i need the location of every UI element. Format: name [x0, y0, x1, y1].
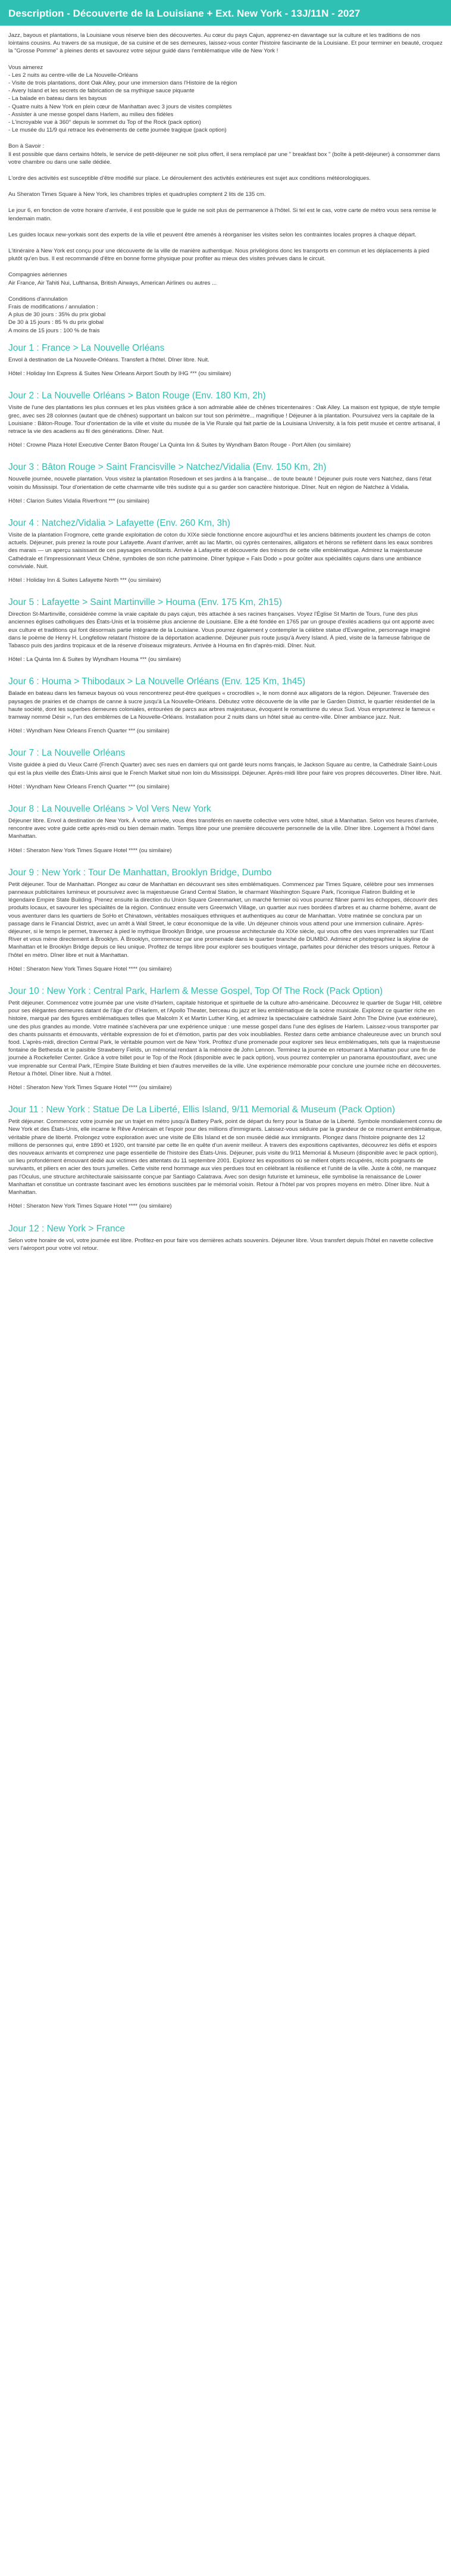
day-title: Jour 1 : France > La Nouvelle Orléans: [8, 342, 165, 353]
day-title: Jour 4 : Natchez/Vidalia > Lafayette (Env. 260 Km, 3h): [8, 517, 230, 528]
day-block: [8, 518, 443, 584]
page-title: Description - Découverte de la Louisiane + Ext. New York - 13J/11N - 2027: [0, 0, 451, 26]
note-itinerary: L'itinéraire à New York est conçu pour une découverte de la ville de manière authentique. Nous privilégions donc les transports en commun et les déplacements à pied plutôt qu'en bus. Il est recommandé d'être en bonne forme physique pour profiter au mieux des visites prévues dans le circuit.: [8, 248, 430, 263]
day-description: Visite de la plantation Frogmore, cette grande exploitation de coton du XIXe siècle fonctionne encore aujourd'hui et les anciens bâtiments jouxtent les champs de coton actuels. Déjeuner, puis prenez la route pour Lafayette. Avant d'arriver, arrêt au lac Martin, où cyprès centenaires, alligators et hérons se reflètent dans les eaux sombres des marais — un aperçu saisissant de ces paysages envoûtants. Arrivée à Lafayette et découverte des trésors de cette ville emblématique. Admirez la majestueuse Cathédrale et l'impressionnant Vieux Chêne, symboles de son riche patrimoine. Dîner typique « Fais Dodo » pour goûter aux spécialités cajuns dans une ambiance conviviale. Nuit.: [8, 531, 433, 570]
day-description: Envol à destination de La Nouvelle-Orléans. Transfert à l'hôtel. Dîner libre. Nuit.: [8, 356, 209, 363]
airlines-section: Compagnies aériennes Air France, Air Tahiti Nui, Lufthansa, British Airways, American Airlines ou autres ...: [8, 272, 217, 286]
day-hotel: Hôtel : Sheraton New York Times Square Hotel **** (ou similaire): [8, 965, 172, 972]
day-block: [8, 343, 443, 378]
day-description: Petit déjeuner. Commencez votre journée par une visite d'Harlem, capitale historique et spirituelle de la culture afro-américaine. Découvrez le quartier de Sugar Hill, célèbre pour ses élégantes demeures datant de l'âge d'or d'Harlem, et l'Apollo Theater, berceau du jazz et lieu emblématique de la scène musicale. Explorez ce quartier riche en histoire, marqué par des figures emblématiques telles que Malcolm X et Martin Luther King, et admirez la spectaculaire cathédrale Saint John The Divine (vue extérieure), une des plus grandes au monde. Votre matinée s'achèvera par une expérience unique : une messe gospel dans l'une des églises de Harlem. Laissez-vous transporter par des chants puissants et émouvants, véritable expression de foi et d'émotion, partis par des voix inoubliables. Restez dans cette ambiance chaleureuse avec un brunch soul food. L'après-midi, direction Central Park, le véritable poumon vert de New York. Profitez d'une promenade pour explorer ses lieux emblématiques, tels que la majestueuse fontaine de Bethesda et le paisible Strawberry Fields, un mémorial rendant à la mémoire de John Lennon. Terminez la journée en retournant à Manhattan pour une fin de journée à Rockefeller Center. Grâce à votre billet pour le Top of the Rock (disponible avec le pack option), vous pourrez contempler un panorama époustouflant, avec une vue imprenable sur Central Park, l'Empire State Building et bien d'autres merveilles de la ville. Une expérience mémorable pour conclure une journée riche en découvertes. Retour à l'hôtel. Dîner libre. Nuit à l'hôtel.: [8, 1000, 442, 1077]
day-block: [8, 748, 443, 791]
day-block: [8, 804, 443, 854]
day-title: Jour 3 : Bâton Rouge > Saint Francisville > Natchez/Vidalia (Env. 150 Km, 2h): [8, 462, 327, 473]
day-block: [8, 391, 443, 449]
day-hotel: Hôtel : Holiday Inn Express & Suites New Orleans Airport South by IHG *** (ou similaire): [8, 370, 231, 378]
day-description: Selon votre horaire de vol, votre journée est libre. Profitez-en pour faire vos dernières achats souvenirs. Déjeuner libre. Vous transfert depuis l'hôtel en navette collective vers l'aéroport pour votre vol retour.: [8, 1237, 434, 1252]
day-description: Petit déjeuner. Commencez votre journée par un trajet en métro jusqu'à Battery Park, point de départ du ferry pour la Statue de la Liberté. Symbole mondialement connu de New York et des États-Unis, elle incarne le Rêve Américain et l'espoir pour des millions d'immigrants. Laissez-vous séduire par la grandeur de ce monument emblématique, véritable phare de liberté. Prolongez votre exploration avec une visite de Ellis Island et de son musée dédié aux immigrants. Plongez dans l'histoire poignante des 12 millions de personnes qui, entre 1890 et 1920, ont transité par cette île en quête d'un avenir meilleur. À travers des expositions captivantes, découvrez les défis et espoirs des nouveaux arrivants et comprenez une page essentielle de l'histoire des États-Unis. Déjeuner, puis visite du 9/11 Memorial & Museum (disponible avec le pack option), un lieu profondément émouvant dédié aux victimes des attentats du 11 septembre 2001. Explorez les expositions où se mêlent objets récupérés, récits poignants de survivants, et piliers en acier des tours jumelles. Cette visite rend hommage aux vies perdues tout en célébrant la résilience et l'unité de la ville. Juste à côté, ne manquez pas l'Oculus, une structure architecturale saisissante conçue par Santiago Calatrava. Avec son design futuriste et lumineux, elle symbolise la renaissance de Lower Manhattan et constitue un contraste fascinant avec les émotions suscitées par le mémorial voisin. Retour à l'hôtel par vos propres moyens en métro. Dîner libre. Nuit à Manhattan.: [8, 1118, 443, 1196]
note-rooms: Au Sheraton Times Square à New York, les chambres triples et quadruples comptent 2 lits de 135 cm.: [8, 191, 266, 198]
day-description: Direction St-Martinville, considérée comme la vraie capitale du pays cajun, très attachée à ses racines françaises. Voyez l'Église St Martin de Tours, l'une des plus anciennes églises catholiques des États-Unis et la troisième plus ancienne de Louisiane. Elle a été fondée en 1765 par un groupe d'exilés acadiens qui ont apporté avec eux culture et traditions qui font désormais partie intégrante de la Louisiane. Vous pourrez également y contempler la célèbre statue d'Evangeline, personnage imaginé dans le poème de Henry H. Longfellow relatant l'histoire de la déportation acadienne. Déjeuner puis route jusqu'à Avery Island. À pied, visite de la fameuse fabrique de Tabasco puis des jardins tropicaux et de la réserve d'oiseaux migrateurs. Arrivée à Houma en fin d'après-midi. Dîner. Nuit.: [8, 611, 434, 649]
day-description: Petit déjeuner. Tour de Manhattan. Plongez au cœur de Manhattan en découvrant ses sites emblématiques. Commencez par Times Square, célèbre pour ses immenses panneaux publicitaires lumineux et poursuivez avec la majestueuse Grand Central Station, le charmant Washington Square Park, l'iconique Flatiron Building et le légendaire Empire State Building. Prenez ensuite la direction du Union Square Greenmarket, un marché fermier où vous pourrez flâner parmi les échoppes, découvrir des produits locaux, et savourer les spécialités de la région. Continuez ensuite vers Greenwich Village, un quartier aux rues bordées d'arbres et au charme bohème, avant de vous aventurer dans les quartiers de SoHo et Chinatown, véritables mosaïques ethniques et authentiques au cœur de Manhattan. Votre matinée se conclura par un passage dans le Financial District, avec un arrêt à Wall Street, le cœur économique de la ville. Un déjeuner chinois vous attend pour une immersion culinaire. Après-déjeuner, si le temps le permet, traversez à pied le mythique Brooklyn Bridge, une prouesse architecturale du XIXe siècle, qui vous offre des vues imprenables sur l'East River et vous mène directement à Brooklyn. À Brooklyn, commencez par une promenade dans le quartier branché de DUMBO. Admirez et photographiez la skyline de Manhattan et le Brooklyn Bridge depuis ce lieu unique. Profitez de temps libre pour explorer ses boutiques vintage, parfaites pour dénicher des trésors uniques. Retour à l'hôtel en métro. Dîner libre et nuit à Manhattan.: [8, 881, 438, 959]
day-description: Balade en bateau dans les fameux bayous où vous rencontrerez peut-être quelques « crocrodiles », le nom donné aux alligators de la région. Déjeuner. Traversée des paysages de prairies et de champs de canne à sucre jusqu'à La Nouvelle-Orléans. Débutez votre découverte de la ville par le Garden District, le quartier résidentiel de la haute société, dont les superbes demeures coloniales, entourées de parcs aux arbres majestueux, évoquent le romantisme du vieux Sud. Vous emprunterez le fameux « tramway nommé Désir », l'un des emblèmes de La Nouvelle-Orléans. Installation pour 2 nuits dans un hôtel situé au centre-ville. Dîner ambiance jazz. Nuit.: [8, 690, 436, 721]
day-title: Jour 8 : La Nouvelle Orléans > Vol Vers New York: [8, 803, 211, 814]
day-hotel: Hôtel : Holiday Inn & Suites Lafayette North *** (ou similaire): [8, 576, 161, 584]
day-hotel: Hôtel : Clarion Suites Vidalia Riverfront *** (ou similaire): [8, 497, 150, 504]
main-content: [0, 26, 451, 1277]
day-title: Jour 7 : La Nouvelle Orléans: [8, 748, 126, 759]
intro-paragraph: Jazz, bayous et plantations, la Louisiane vous réserve bien des découvertes. Au cœur du pays Cajun, apprenez-en davantage sur la culture et les traditions de nos lointains cousins. Au travers de sa musique, de sa cuisine et de ses demeures, laissez-vous conter l'histoire fascinante de la Louisiane. Et pour terminer en beauté, croquez la "Grosse Pomme" à pleines dents et savourez votre séjour guidé dans l'emblématique ville de New York !: [8, 32, 443, 55]
note-local-guides: Les guides locaux new-yorkais sont des experts de la ville et peuvent être amenés à réorganiser les visites selon les contraintes locales propres à chaque départ.: [8, 231, 416, 238]
day-hotel: Hôtel : Wyndham New Orleans French Quarter *** (ou similaire): [8, 728, 170, 735]
day-hotel: Hôtel : Wyndham New Orleans French Quarter *** (ou similaire): [8, 783, 170, 790]
day-title: Jour 5 : Lafayette > Saint Martinville > Houma (Env. 175 Km, 2h15): [8, 597, 282, 608]
day-block: [8, 868, 443, 973]
day-title: Jour 12 : New York > France: [8, 1223, 126, 1234]
day-hotel: Hôtel : La Quinta Inn & Suites by Wyndham Houma *** (ou similaire): [8, 656, 181, 663]
note-day6-guide: Le jour 6, en fonction de votre horaire d'arrivée, il est possible que le guide ne soit plus de permanence à l'hôtel. Si tel est le cas, votre carte de métro vous sera remise le lendemain matin.: [8, 207, 437, 222]
day-block: [8, 676, 443, 735]
day-title: Jour 10 : New York : Central Park, Harlem & Messe Gospel, Top Of The Rock (Pack Option): [8, 986, 383, 997]
day-title: Jour 9 : New York : Tour De Manhattan, Brooklyn Bridge, Dumbo: [8, 867, 272, 878]
day-block: [8, 986, 443, 1091]
day-block: [8, 462, 443, 505]
highlights-list: Vous aimerez - Les 2 nuits au centre-ville de La Nouvelle-Orléans - Visite de trois plantations, dont Oak Alley, pour une immersion dans l'Histoire de la région - Avery Island et les secrets de fabrication de sa mythique sauce piquante - La balade en bateau dans les bayous - Quatre nuits à New York en plein cœur de Manhattan avec 3 jours de visites complètes - Assister à une messe gospel dans Harlem, au milieu des fidèles - L'incroyable vue à 360° depuis le sommet du Top of the Rock (pack option) - Le musée du 11/9 qui retrace les événements de cette journée tragique (pack option): [8, 64, 237, 134]
cancellation-conditions: Conditions d'annulation Frais de modifications / annulation : A plus de 30 jours : 35% du prix global De 30 à 15 jours : 85 % du prix global A moins de 15 jours : 100 % de frais: [8, 295, 106, 334]
day-title: Jour 6 : Houma > Thibodaux > La Nouvelle Orléans (Env. 125 Km, 1h45): [8, 676, 306, 687]
day-hotel: Hôtel : Crowne Plaza Hotel Executive Center Baton Rouge/ La Quinta Inn & Suites by Wyndham Baton Rouge - Port Allen (ou similaire): [8, 442, 351, 449]
day-block: [8, 597, 443, 663]
day-block: [8, 1224, 443, 1252]
day-description: Visite de l'une des plantations les plus connues et les plus visitées grâce à son admirable allée de chênes tricentenaires : Oak Alley. La maison est typique, de style temple grec, avec ses 28 colonnes (autant que de chênes) supportant un balcon sur tout son périmètre... magnifique ! Déjeuner à la plantation. Poursuivez vers la capitale de la Louisiane : Bâton-Rouge. Tour d'orientation de la ville et visite du musée de la Vie Rurale qui fait partie de la Louisiana University, à la fois petit musée et centre artisanal, il retrace la vie des acadiens au fil des générations. Dîner. Nuit.: [8, 404, 440, 435]
note-activity-order: L'ordre des activités est susceptible d'être modifié sur place. Le déroulement des activités extérieures est sujet aux conditions météorologiques.: [8, 175, 371, 182]
day-description: Visite guidée à pied du Vieux Carré (French Quarter) avec ses rues en damiers qui ont gardé leurs noms français, le Jackson Square au centre, la Cathédrale Saint-Louis qui est la plus vieille des États-Unis ainsi que le French Market situé non loin du Mississippi. Déjeuner. Après-midi libre pour faire vos propres découvertes. Dîner libre. Nuit.: [8, 762, 442, 776]
day-hotel: Hôtel : Sheraton New York Times Square Hotel **** (ou similaire): [8, 1084, 172, 1091]
day-title: Jour 2 : La Nouvelle Orléans > Baton Rouge (Env. 180 Km, 2h): [8, 391, 266, 401]
day-hotel: Hôtel : Sheraton New York Times Square Hotel **** (ou similaire): [8, 1203, 172, 1210]
page: [0, 0, 451, 1277]
day-description: Nouvelle journée, nouvelle plantation. Vous visitez la plantation Rosedown et ses jardins à la française... de toute beauté ! Déjeuner puis route vers Natchez, dans l'état voisin du Mississipi. Tour d'orientation de cette charmante ville très sudiste qui a su garder son caractère historique. Dîner. Nuit en région de Natchez à Vidalia.: [8, 476, 432, 491]
day-block: [8, 1105, 443, 1210]
note-breakfast: Bon à Savoir : Il est possible que dans certains hôtels, le service de petit-déjeuner ne soit plus offert, il sera remplacé par une " breakfast box " (boîte à petit-déjeuner) à consommer dans votre chambre ou dans une salle dédiée.: [8, 143, 440, 166]
day-title: Jour 11 : New York : Statue De La Liberté, Ellis Island, 9/11 Memorial & Museum (Pack Option): [8, 1105, 395, 1115]
day-description: Déjeuner libre. Envol à destination de New York. À votre arrivée, vous êtes transférés en navette collective vers votre hôtel, situé à Manhattan. Selon vos heures d'arrivée, rencontre avec votre guide cette après-midi ou bien demain matin. Temps libre pour une première découverte personnelle de la ville. Dîner libre. Logement à l'hôtel dans Manhattan.: [8, 817, 439, 840]
day-hotel: Hôtel : Sheraton New York Times Square Hotel **** (ou similaire): [8, 847, 172, 854]
